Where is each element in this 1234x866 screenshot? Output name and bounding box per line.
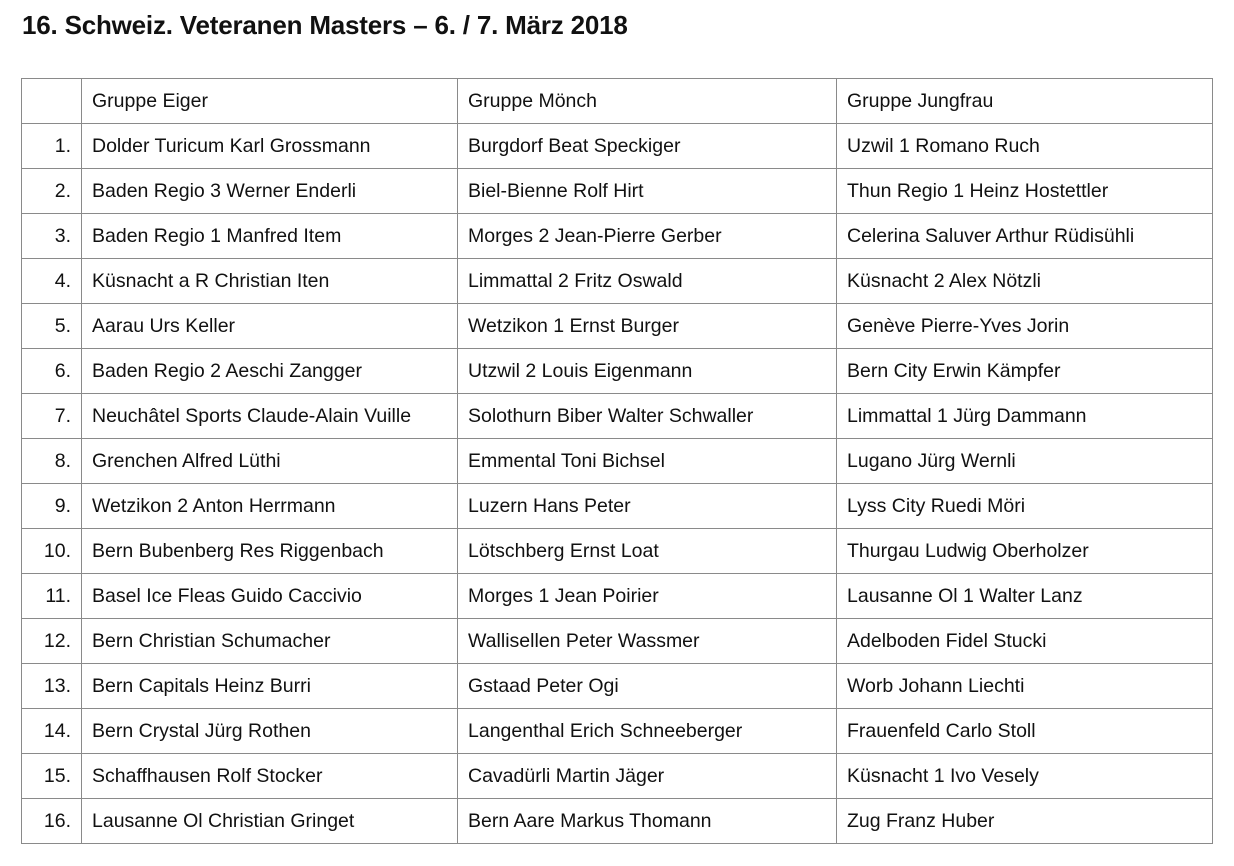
table-row — [22, 124, 1213, 169]
table-row — [22, 304, 1213, 349]
rank-cell: 1. — [22, 124, 82, 169]
rank-cell: 8. — [22, 439, 82, 484]
ranking-table — [21, 78, 1213, 844]
group-eiger-cell: Baden Regio 2 Aeschi Zangger — [82, 349, 458, 394]
group-moench-cell: Gstaad Peter Ogi — [458, 664, 837, 709]
table-row — [22, 664, 1213, 709]
rank-cell: 10. — [22, 529, 82, 574]
group-eiger-cell: Neuchâtel Sports Claude-Alain Vuille — [82, 394, 458, 439]
group-moench-cell: Limmattal 2 Fritz Oswald — [458, 259, 837, 304]
group-jungfrau-cell: Genève Pierre-Yves Jorin — [837, 304, 1213, 349]
group-eiger-cell: Baden Regio 3 Werner Enderli — [82, 169, 458, 214]
group-jungfrau-cell: Lyss City Ruedi Möri — [837, 484, 1213, 529]
group-eiger-cell: Küsnacht a R Christian Iten — [82, 259, 458, 304]
table-row — [22, 799, 1213, 844]
group-moench-cell: Burgdorf Beat Speckiger — [458, 124, 837, 169]
group-jungfrau-cell: Frauenfeld Carlo Stoll — [837, 709, 1213, 754]
table-row — [22, 349, 1213, 394]
group-moench-cell: Luzern Hans Peter — [458, 484, 837, 529]
rank-cell: 2. — [22, 169, 82, 214]
group-moench-header: Gruppe Mönch — [458, 79, 837, 124]
group-eiger-cell: Bern Christian Schumacher — [82, 619, 458, 664]
rank-cell: 12. — [22, 619, 82, 664]
rank-cell: 14. — [22, 709, 82, 754]
group-jungfrau-cell: Lugano Jürg Wernli — [837, 439, 1213, 484]
group-jungfrau-cell: Worb Johann Liechti — [837, 664, 1213, 709]
table-header-row — [22, 79, 1213, 124]
table-row — [22, 214, 1213, 259]
group-eiger-cell: Grenchen Alfred Lüthi — [82, 439, 458, 484]
group-moench-cell: Morges 2 Jean-Pierre Gerber — [458, 214, 837, 259]
group-jungfrau-cell: Lausanne Ol 1 Walter Lanz — [837, 574, 1213, 619]
group-jungfrau-cell: Adelboden Fidel Stucki — [837, 619, 1213, 664]
group-moench-cell: Biel-Bienne Rolf Hirt — [458, 169, 837, 214]
group-eiger-cell: Schaffhausen Rolf Stocker — [82, 754, 458, 799]
table-row — [22, 394, 1213, 439]
table-body — [22, 124, 1213, 844]
group-moench-cell: Wallisellen Peter Wassmer — [458, 619, 837, 664]
group-jungfrau-cell: Küsnacht 1 Ivo Vesely — [837, 754, 1213, 799]
group-eiger-cell: Lausanne Ol Christian Gringet — [82, 799, 458, 844]
group-jungfrau-cell: Thurgau Ludwig Oberholzer — [837, 529, 1213, 574]
rank-cell: 16. — [22, 799, 82, 844]
rank-cell: 4. — [22, 259, 82, 304]
table-row — [22, 619, 1213, 664]
group-jungfrau-header: Gruppe Jungfrau — [837, 79, 1213, 124]
group-jungfrau-cell: Küsnacht 2 Alex Nötzli — [837, 259, 1213, 304]
group-eiger-cell: Aarau Urs Keller — [82, 304, 458, 349]
group-eiger-cell: Basel Ice Fleas Guido Caccivio — [82, 574, 458, 619]
group-eiger-header: Gruppe Eiger — [82, 79, 458, 124]
rank-cell: 5. — [22, 304, 82, 349]
rank-cell: 9. — [22, 484, 82, 529]
table-row — [22, 439, 1213, 484]
group-moench-cell: Wetzikon 1 Ernst Burger — [458, 304, 837, 349]
rank-cell: 15. — [22, 754, 82, 799]
group-moench-cell: Morges 1 Jean Poirier — [458, 574, 837, 619]
group-jungfrau-cell: Limmattal 1 Jürg Dammann — [837, 394, 1213, 439]
group-moench-cell: Emmental Toni Bichsel — [458, 439, 837, 484]
table-row — [22, 484, 1213, 529]
group-eiger-cell: Baden Regio 1 Manfred Item — [82, 214, 458, 259]
page-title: 16. Schweiz. Veteranen Masters – 6. / 7. März 2018 — [22, 10, 628, 40]
rank-column-header — [22, 79, 82, 124]
rank-cell: 6. — [22, 349, 82, 394]
group-eiger-cell: Dolder Turicum Karl Grossmann — [82, 124, 458, 169]
table-row — [22, 709, 1213, 754]
table-row — [22, 754, 1213, 799]
rank-cell: 11. — [22, 574, 82, 619]
group-jungfrau-cell: Celerina Saluver Arthur Rüdisühli — [837, 214, 1213, 259]
table-row — [22, 574, 1213, 619]
group-moench-cell: Langenthal Erich Schneeberger — [458, 709, 837, 754]
group-moench-cell: Solothurn Biber Walter Schwaller — [458, 394, 837, 439]
group-jungfrau-cell: Thun Regio 1 Heinz Hostettler — [837, 169, 1213, 214]
group-eiger-cell: Bern Crystal Jürg Rothen — [82, 709, 458, 754]
group-jungfrau-cell: Zug Franz Huber — [837, 799, 1213, 844]
group-eiger-cell: Bern Capitals Heinz Burri — [82, 664, 458, 709]
rank-cell: 13. — [22, 664, 82, 709]
group-moench-cell: Cavadürli Martin Jäger — [458, 754, 837, 799]
group-eiger-cell: Wetzikon 2 Anton Herrmann — [82, 484, 458, 529]
table-row — [22, 259, 1213, 304]
group-eiger-cell: Bern Bubenberg Res Riggenbach — [82, 529, 458, 574]
group-jungfrau-cell: Uzwil 1 Romano Ruch — [837, 124, 1213, 169]
group-moench-cell: Utzwil 2 Louis Eigenmann — [458, 349, 837, 394]
rank-cell: 7. — [22, 394, 82, 439]
group-jungfrau-cell: Bern City Erwin Kämpfer — [837, 349, 1213, 394]
group-moench-cell: Lötschberg Ernst Loat — [458, 529, 837, 574]
table-row — [22, 529, 1213, 574]
group-moench-cell: Bern Aare Markus Thomann — [458, 799, 837, 844]
rank-cell: 3. — [22, 214, 82, 259]
table-row — [22, 169, 1213, 214]
